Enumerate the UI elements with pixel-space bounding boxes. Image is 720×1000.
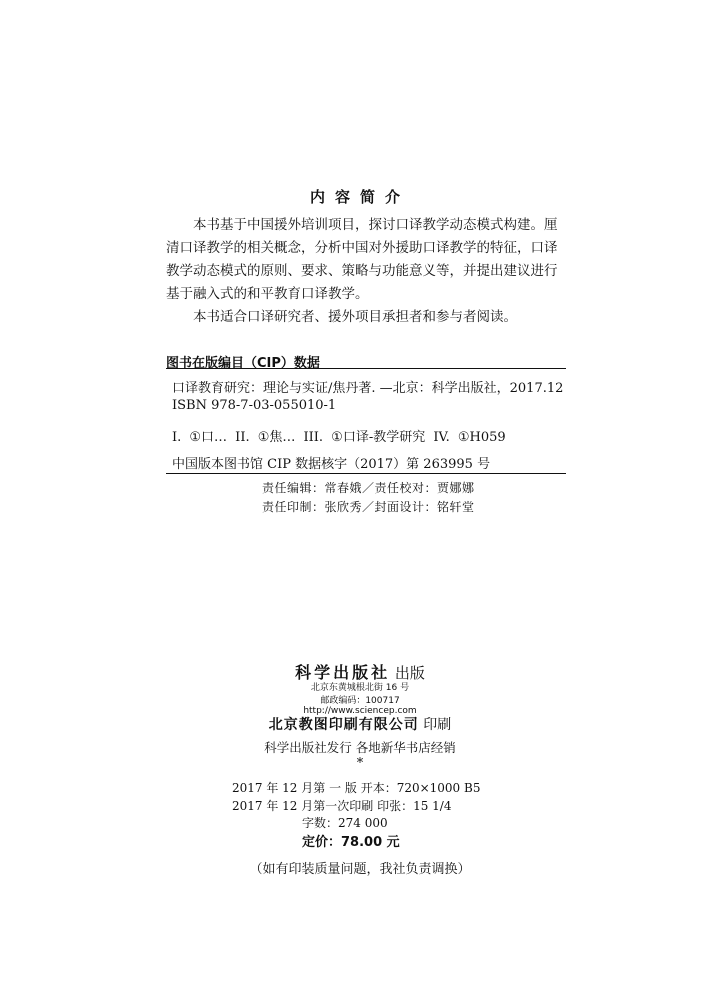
- distribution-line: 科学出版社发行 各地新华书店经销: [264, 740, 456, 755]
- printer-line: [0, 714, 720, 734]
- price: 定价：78.00 元: [302, 835, 400, 850]
- printing-spec: 2017 年 12 月第一次印刷 印张：15 1/4: [232, 799, 452, 813]
- publisher-address: 北京东黄城根北街 16 号: [310, 683, 410, 693]
- cip-top-rule: [166, 368, 566, 369]
- editor-credits: 责任编辑：常春娥／责任校对：贾娜娜: [262, 481, 475, 495]
- summary-paragraph-1: 本书基于中国援外培训项目，探讨口译教学动态模式构建。厘清口译教学的相关概念，分析中国对外援助口译教学的特征，口译教学动态模式的原则、要求、策略与功能意义等，并提出建议进行基于融入式的和平教育口译教学。: [166, 217, 558, 302]
- cip-record-number: 中国版本图书馆 CIP 数据核字（2017）第 263995 号: [172, 457, 491, 472]
- publisher-url: http://www.sciencep.com: [303, 706, 417, 716]
- cip-citation: 口译教育研究：理论与实证/焦丹著. —北京：科学出版社，2017.12: [172, 381, 564, 396]
- cip-isbn: ISBN 978-7-03-055010-1: [172, 398, 337, 413]
- publisher-postcode: 邮政编码：100717: [320, 696, 400, 706]
- production-credits: 责任印制：张欣秀／封面设计：铭轩堂: [262, 500, 475, 514]
- separator-star: *: [356, 756, 364, 771]
- quality-note: （如有印装质量问题，我社负责调换）: [249, 862, 471, 877]
- word-count: 字数：274 000: [302, 816, 388, 830]
- cip-classification: I. ①口… II. ①焦… III. ①口译-教学研究 IV. ①H059: [172, 430, 506, 445]
- publisher-suffix: 出版: [394, 664, 425, 682]
- edition-spec: 2017 年 12 月第 一 版 开本：720×1000 B5: [232, 781, 481, 795]
- cip-heading: 图书在版编目（CIP）数据: [166, 356, 320, 371]
- publisher-name: 科学出版社: [295, 663, 391, 682]
- printer-name: 北京教图印刷有限公司: [268, 717, 419, 733]
- summary-paragraph-2: 本书适合口译研究者、援外项目承担者和参与者阅读。: [193, 309, 517, 325]
- printer-suffix: 印刷: [423, 717, 452, 733]
- section-title: 内容简介: [309, 188, 410, 206]
- cip-bottom-rule: [166, 473, 566, 474]
